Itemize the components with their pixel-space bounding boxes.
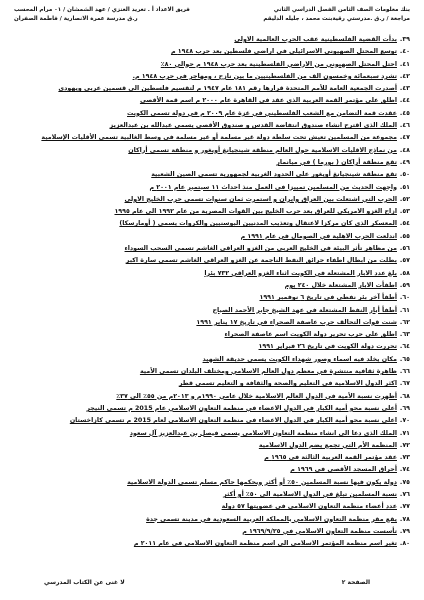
item-text: بطلت من ابطال اطفاء حرائق النفط الناجمة عن الغزو العراقي الغاشم تسمى سارة اكبر — [125, 257, 397, 265]
facts-list — [14, 34, 410, 550]
item-number: ٥٨. — [399, 269, 410, 277]
item-text: أحراق المسجد الأقصى في ١٩٦٩ م — [290, 466, 397, 474]
item-number: ٧١. — [399, 429, 410, 437]
item-number: ٥٠. — [399, 171, 410, 179]
item-number: ٤٩. — [399, 158, 410, 166]
item-text: اندلعت الحرب الاهلية في الصومال في عام ١٩٩١ م — [240, 232, 397, 240]
item-text: أعلى نسبة محو أمية الكبار في الدول الاعضاء في منظمة التعاون الاسلامي عام 2015 م تسمى النيجر — [86, 404, 397, 412]
list-item — [14, 182, 410, 194]
item-text: توسع المحتل الصهيوني الاسرائيلي في اراضي فلسطين بعد حرب ١٩٤٨ م — [170, 48, 397, 56]
list-item — [14, 354, 410, 366]
item-number: ٦١. — [399, 306, 410, 314]
item-number: ٧٦. — [399, 490, 410, 498]
item-number: ٧٥. — [399, 478, 410, 486]
list-item — [14, 46, 410, 58]
list-item — [14, 231, 410, 243]
item-number: ٤٨. — [399, 146, 410, 154]
list-item — [14, 243, 410, 255]
item-text: عقدت قمة التضامن مع الشعب الفلسطيني في غزة عام ٢٠٠٩ م في دولة تسمى الكويت — [127, 109, 397, 117]
item-text: تقع منطقة أراكان ( بورما ) في ميانمار — [276, 158, 397, 166]
item-text: مكان يخلد فيه اسماء وصور شهداء الكويت يسمى حديقة الشهيد — [202, 355, 397, 363]
item-text: من مظاهر تأثر البيئة في الخليج العربي من الغزو العراقي الغاشم تسمى السحب السوداء — [124, 245, 397, 253]
list-item — [14, 403, 410, 415]
item-number: ٦٩. — [399, 404, 410, 412]
list-item — [14, 415, 410, 427]
page-number: الصفحة ٢ — [341, 579, 370, 586]
item-text: دولة يكون فيها نسبة المسلمين ٥٠٪ أو أكثر ويحكمها حاكم مسلم تسمى الدولة الاسلامية — [127, 478, 397, 486]
item-number: ٨٠. — [399, 540, 410, 548]
item-text: الملك الذي اقترح انشاء صندوق انتفاضة القدس و صندوق الأقصى يسمى عبدالله بن عبدالعزيز — [109, 122, 397, 130]
list-item — [14, 514, 410, 526]
item-text: أطفأ آخر بئر نفطي في تاريخ ٦ نوفمبر ١٩٩١ — [259, 294, 397, 302]
list-item — [14, 440, 410, 452]
item-text: المعسكر الذي كان مركزا لاعتقال وتعذيب المدنيين البوسنيين والكروات يسمى ( أومارسكا) — [119, 220, 397, 228]
item-number: ٧٠. — [399, 417, 410, 425]
page-footer — [14, 579, 410, 586]
item-text: اطفأت الابار المشتعلة خلال ٢٤٠ يوم — [284, 281, 397, 289]
header-prep-team: فريق الاعداد أ . تغريد العنزي / عهد الشمشان / ٠١ مرام المحسب — [14, 7, 190, 13]
item-number: ٧٢. — [399, 441, 410, 449]
list-item — [14, 145, 410, 157]
list-item — [14, 317, 410, 329]
item-number: ٦٢. — [399, 318, 410, 326]
item-number: ٤٥. — [399, 109, 410, 117]
item-text: يقع مقر منظمة التعاون الاسلامي بالمملكة العربية السعودية في مدينة تسمى جدة — [146, 515, 397, 523]
item-text: عدد أعضاء منظمة التعاون الاسلامي في عضويتها ٥٧ دولة — [221, 503, 397, 511]
list-item — [14, 71, 410, 83]
item-number: ٦٧. — [399, 380, 410, 388]
item-number: ٤٢. — [399, 72, 410, 80]
item-number: ٤٠. — [399, 48, 410, 56]
list-item — [14, 108, 410, 120]
item-number: ٥٢. — [399, 195, 410, 203]
list-item — [14, 341, 410, 353]
item-text: الملك الذي دعا الى انشاء منظمة التعاون الاسلامي يسمى فيصل بن عبدالعزيز آل سعود — [129, 429, 397, 437]
list-item — [14, 305, 410, 317]
header-right-block — [263, 6, 410, 24]
item-number: ٣٩. — [399, 36, 410, 43]
list-item — [14, 428, 410, 440]
list-item — [14, 169, 410, 181]
item-number: ٤٦. — [399, 122, 410, 130]
item-text: ظاهرة ثقافية منتشرة في معظم دول العالم الاسلامي ومختلف البلدان تسمى الأمية — [139, 368, 397, 376]
header-reviewers: مراجعة / ر.ق .مدرستي رقيةبنت محمد ، جليله الدليقم — [263, 16, 410, 22]
header-school: ر.ق مدرسة عمرة الانصارية / فاطمة الصفران — [14, 16, 138, 22]
item-number: ٥٥. — [399, 232, 410, 240]
item-text: شنت قوات التحالف حرب عاصفة الصحراء في تاريخ ١٧ يناير ١٩٩١ — [196, 318, 397, 326]
item-text: عقد مؤتمر القمة العربية الثالثة في ١٩٦٥ م — [264, 454, 397, 462]
item-text: بدأت القضية الفلسطينية عقب الحرب العالمية الاولى — [234, 36, 397, 43]
item-number: ٤٣. — [399, 85, 410, 93]
list-item — [14, 157, 410, 169]
list-item — [14, 34, 410, 46]
item-number: ٧٩. — [399, 527, 410, 535]
item-text: المنظمة الأم التي تجمع يضم الدول الاسلامية — [258, 441, 397, 449]
list-item — [14, 59, 410, 71]
item-number: ٥٤. — [399, 220, 410, 228]
item-text: تحررت دولة الكويت في تاريخ ٢٦ فبراير ١٩٩١ — [258, 343, 397, 351]
list-item — [14, 268, 410, 280]
list-item — [14, 95, 410, 107]
item-number: ٧٤. — [399, 466, 410, 474]
item-text: أظهرت نسبة الأمية في الدول العالم الاسلامية خلال عامي ١٩٩٠م و ٢٠١٣م من ٥٥٪ الى ٣٧٪ — [116, 392, 397, 400]
list-item — [14, 477, 410, 489]
header-left-block — [14, 6, 190, 24]
item-text: تأسست منظمة التعاون الاسلامي في ١٩٦٩/٩/٢٥ م — [242, 527, 397, 535]
item-number: ٧٧. — [399, 503, 410, 511]
list-item — [14, 464, 410, 476]
list-item — [14, 206, 410, 218]
item-number: ٥٦. — [399, 245, 410, 253]
item-text: تغير اسم منظمة المؤتمر الاسلامي الى اسم منظمة التعاون الاسلامي في عام ٢٠١١ م — [133, 540, 397, 548]
page-header — [14, 6, 410, 32]
header-title: بنك معلومات الصف الثامن الفصل الدراسي الثاني — [273, 7, 410, 13]
item-text: اطلق على حرب تحرير دولة الكويت اسم عاصفة الصحراء — [224, 331, 397, 339]
item-number: ٥٧. — [399, 257, 410, 265]
item-text: اعلى نسبة محو أمية الكبار في الدول الاعضاء في منظمة التعاون الاسلامي لعام 2015 م تسمى كازاخستان — [69, 417, 397, 425]
item-text: مجموعة من المسلمين تعيش تحت سلطة دولة غير مسلمة أو غير مسلمة في وسط الغالبية تسمى الأقليات الإسلامية — [41, 134, 397, 142]
item-number: ٤٤. — [399, 97, 410, 105]
item-number: ٦٨. — [399, 392, 410, 400]
item-number: ٦٠. — [399, 294, 410, 302]
item-text: أطفأ أبار النفط المشتعلة في عهد الشيخ جابر الأحمد الصباح — [212, 306, 397, 314]
item-number: ٥٣. — [399, 208, 410, 216]
list-item — [14, 218, 410, 230]
item-text: بلغ عدد الابار المشتعلة في الكويت اثناء الغزو العراقي ٧٣٢ بئرا — [204, 269, 397, 277]
item-number: ٥٩. — [399, 281, 410, 289]
item-number: ٤١. — [399, 60, 410, 68]
list-item — [14, 255, 410, 267]
item-number: ٤٧. — [399, 134, 410, 142]
item-number: ٧٣. — [399, 454, 410, 462]
item-number: ٥١. — [399, 183, 410, 191]
list-item — [14, 292, 410, 304]
item-number: ٦٥. — [399, 355, 410, 363]
item-text: الحرب التي اشتعلت بين العراق وايران و استمرت ثمان سنوات تسمى حرب الخليج الاولى — [124, 195, 397, 203]
document-page — [14, 6, 410, 590]
list-item — [14, 538, 410, 550]
item-number: ٦٤. — [399, 343, 410, 351]
list-item — [14, 489, 410, 501]
list-item — [14, 501, 410, 513]
item-number: ٦٣. — [399, 331, 410, 339]
list-item — [14, 452, 410, 464]
footer-note: لا غنى عن الكتاب المدرسي — [44, 579, 125, 586]
list-item — [14, 194, 410, 206]
list-item — [14, 280, 410, 292]
item-text: احتل المحتل الصهيوني من الاراضي الفلسطينية بعد حرب ١٩٤٨ م حوالي ٨٠٪ — [160, 60, 397, 68]
item-number: ٦٦. — [399, 368, 410, 376]
item-text: تشرد سبعمائة وخمسون الف من الفلسطينيين ما بين نازح ، ومهاجر في حرب ١٩٤٨ م. — [132, 72, 397, 80]
item-text: نسبة المسلمين تبلغ في الدول الاسلامية الى ٥٠٪ أو أكثر — [223, 490, 397, 498]
list-item — [14, 391, 410, 403]
item-text: اطلق على مؤتمر القمة العربية الذي عقد في القاهرة عام ٢٠٠٠ م اسم قمة الأقصى — [139, 97, 397, 105]
list-item — [14, 120, 410, 132]
list-item — [14, 83, 410, 95]
item-number: ٧٨. — [399, 515, 410, 523]
item-text: واجهت الحديث من المسلمين تمييزا في العمل منذ احداث ١١ سبتمبر عام ٢٠٠١ م — [149, 183, 397, 191]
list-item — [14, 329, 410, 341]
item-text: تقع منطقة شينجيانغ أويغور على الحدود الغربية لجمهورية تسمى الصين الشعبية — [151, 171, 397, 179]
list-item — [14, 366, 410, 378]
item-text: اكثر الدول الاسلامية في التعليم والصحة والثقافة و التعليم تسمى قطر — [178, 380, 397, 388]
list-item — [14, 132, 410, 144]
list-item — [14, 526, 410, 538]
item-text: من نماذج الاقليات الاسلامية حول العالم منطقة شينجيانغ أويغور و منطقة تسمى أراكان — [128, 146, 397, 154]
list-item — [14, 378, 410, 390]
item-text: أصدرت الجمعية العامة للأمم المتحدة قرارها رقم ١٨١ عام ١٩٤٧ م لتقسيم فلسطين الى قسمين عربي ويهودي — [58, 85, 397, 93]
item-text: ازاح الغزو الامريكي للعراق بعد حرب الخليج بين القوات المصرية من عام ١٩٩٢ الى عام ١٩٩٥ — [114, 208, 397, 216]
